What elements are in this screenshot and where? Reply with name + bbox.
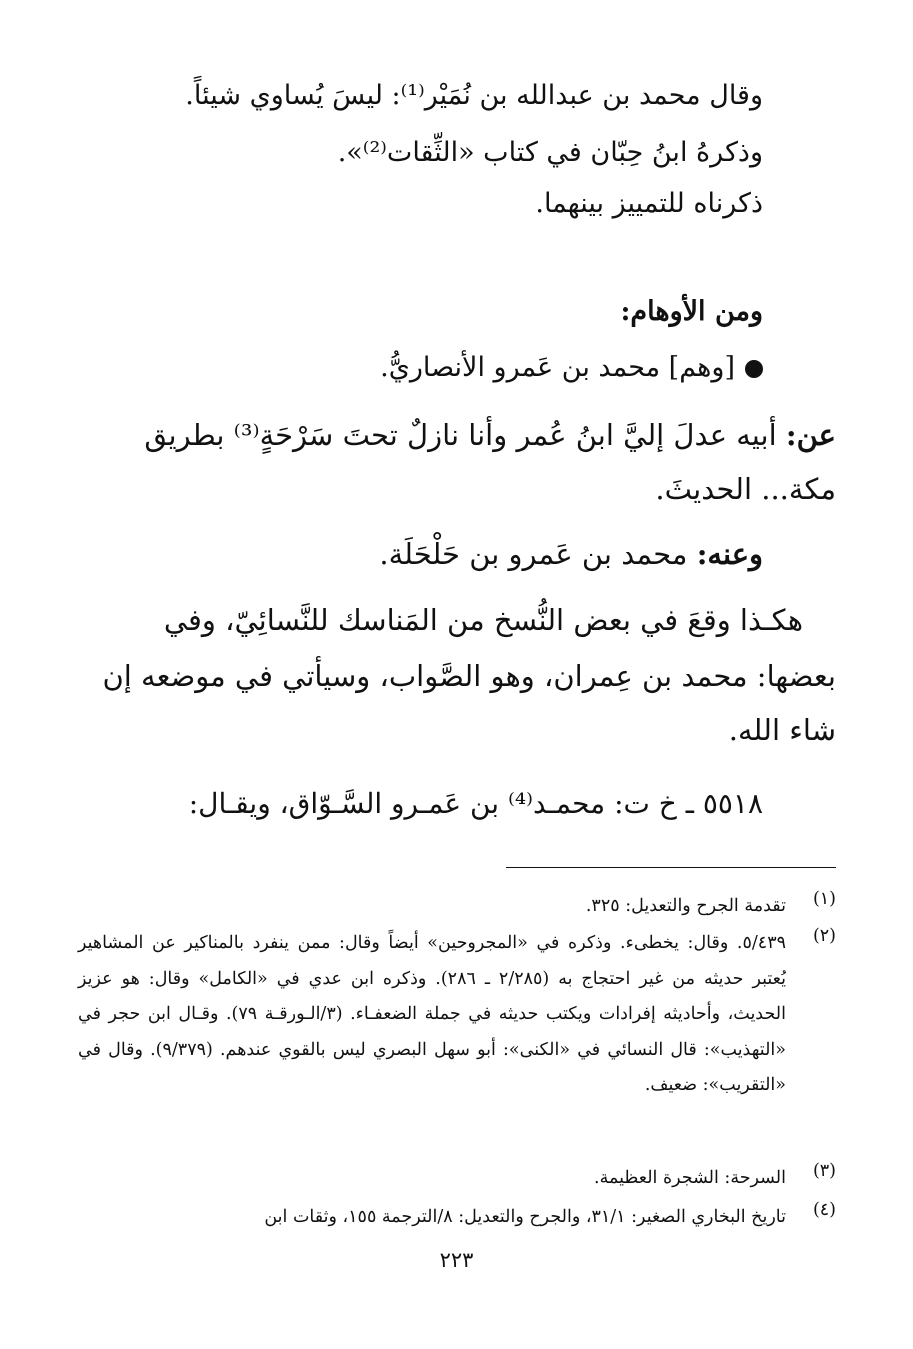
note-line-1: هكـذا وقعَ في بعض النُّسخ من المَناسك للنَّسائِيّ، وفي [163, 603, 803, 637]
bullet-icon [745, 360, 763, 378]
an-continuation: مكة... الحديثَ. [655, 472, 836, 506]
an-line [135, 418, 836, 452]
intro-line-1: وقال محمد بن عبدالله بن نُمَيْر⁽¹⁾: ليسَ يُساوي شيئاً. [185, 80, 763, 111]
an-label: عن: [785, 418, 836, 452]
footnote-text: السرحة: الشجرة العظيمة. [594, 1168, 786, 1188]
page-number: ٢٢٣ [439, 1248, 474, 1272]
note-line-3: شاء الله. [728, 713, 836, 747]
footnote-2 [78, 926, 836, 1104]
footnote-number: (٣) [812, 1161, 836, 1181]
footnote-number: (٤) [812, 1200, 836, 1220]
anhu-label: وعنه: [696, 537, 763, 571]
intro-line-2: وذكرهُ ابنُ حِبّان في كتاب «الثِّقات⁽²⁾». [337, 137, 763, 168]
footnote-number: (١) [812, 889, 836, 909]
intro-line-3: ذكرناه للتمييز بينهما. [535, 188, 763, 219]
footnote-text: ٥/٤٣٩. وقال: يخطىء. وذكره في «المجروحين» أيضاً وقال: ممن ينفرد بالمناكير عن المشاهير يُعتبر حديثه من غير احتجاج به (٢/٢٨٥ ـ ٢٨٦). وذكره ابن عدي في «الكامل» وقال: هو عزيز الحديث، وأحاديثه إفرادات ويكتب حديثه في جملة الضعفـاء. (٣/الـورقـة ٧٩). وقـال ابن حجر في «التهذيب»: قال النسائي في «الكنى»: أبو سهل البصري ليس بالقوي عندهم. (٩/٣٧٩). وقال في «التقريب»: ضعيف. [78, 933, 786, 1095]
anhu-line [379, 537, 763, 571]
footnote-text: تقدمة الجرح والتعديل: ٣٢٥. [585, 896, 786, 916]
footnote-3 [78, 1161, 836, 1197]
next-entry-heading: ٥٥١٨ ـ خ ت: محمـد⁽⁴⁾ بن عَمـرو السَّـوّاق، ويقـال: [188, 787, 763, 820]
an-text: أبيه عدلَ إليَّ ابنُ عُمر وأنا نازلٌ تحتَ سَرْحَةٍ⁽³⁾ بطريق [144, 418, 777, 452]
entry-title: [وهم] محمد بن عَمرو الأنصاريُّ. [380, 352, 735, 383]
section-heading: ومن الأوهام: [620, 296, 763, 327]
anhu-text: محمد بن عَمرو بن حَلْحَلَة. [379, 537, 688, 571]
footnote-4 [78, 1200, 836, 1236]
footnote-separator [506, 867, 836, 868]
footnote-1 [78, 889, 836, 925]
note-line-2: بعضها: محمد بن عِمران، وهو الصَّواب، وسيأتي في موضعه إن [102, 659, 836, 693]
footnote-text: تاريخ البخاري الصغير: ٣١/١، والجرح والتعديل: ٨/الترجمة ١٥٥، وثقات ابن [264, 1207, 786, 1227]
entry-title-line [380, 352, 763, 383]
footnote-number: (٢) [812, 926, 836, 946]
